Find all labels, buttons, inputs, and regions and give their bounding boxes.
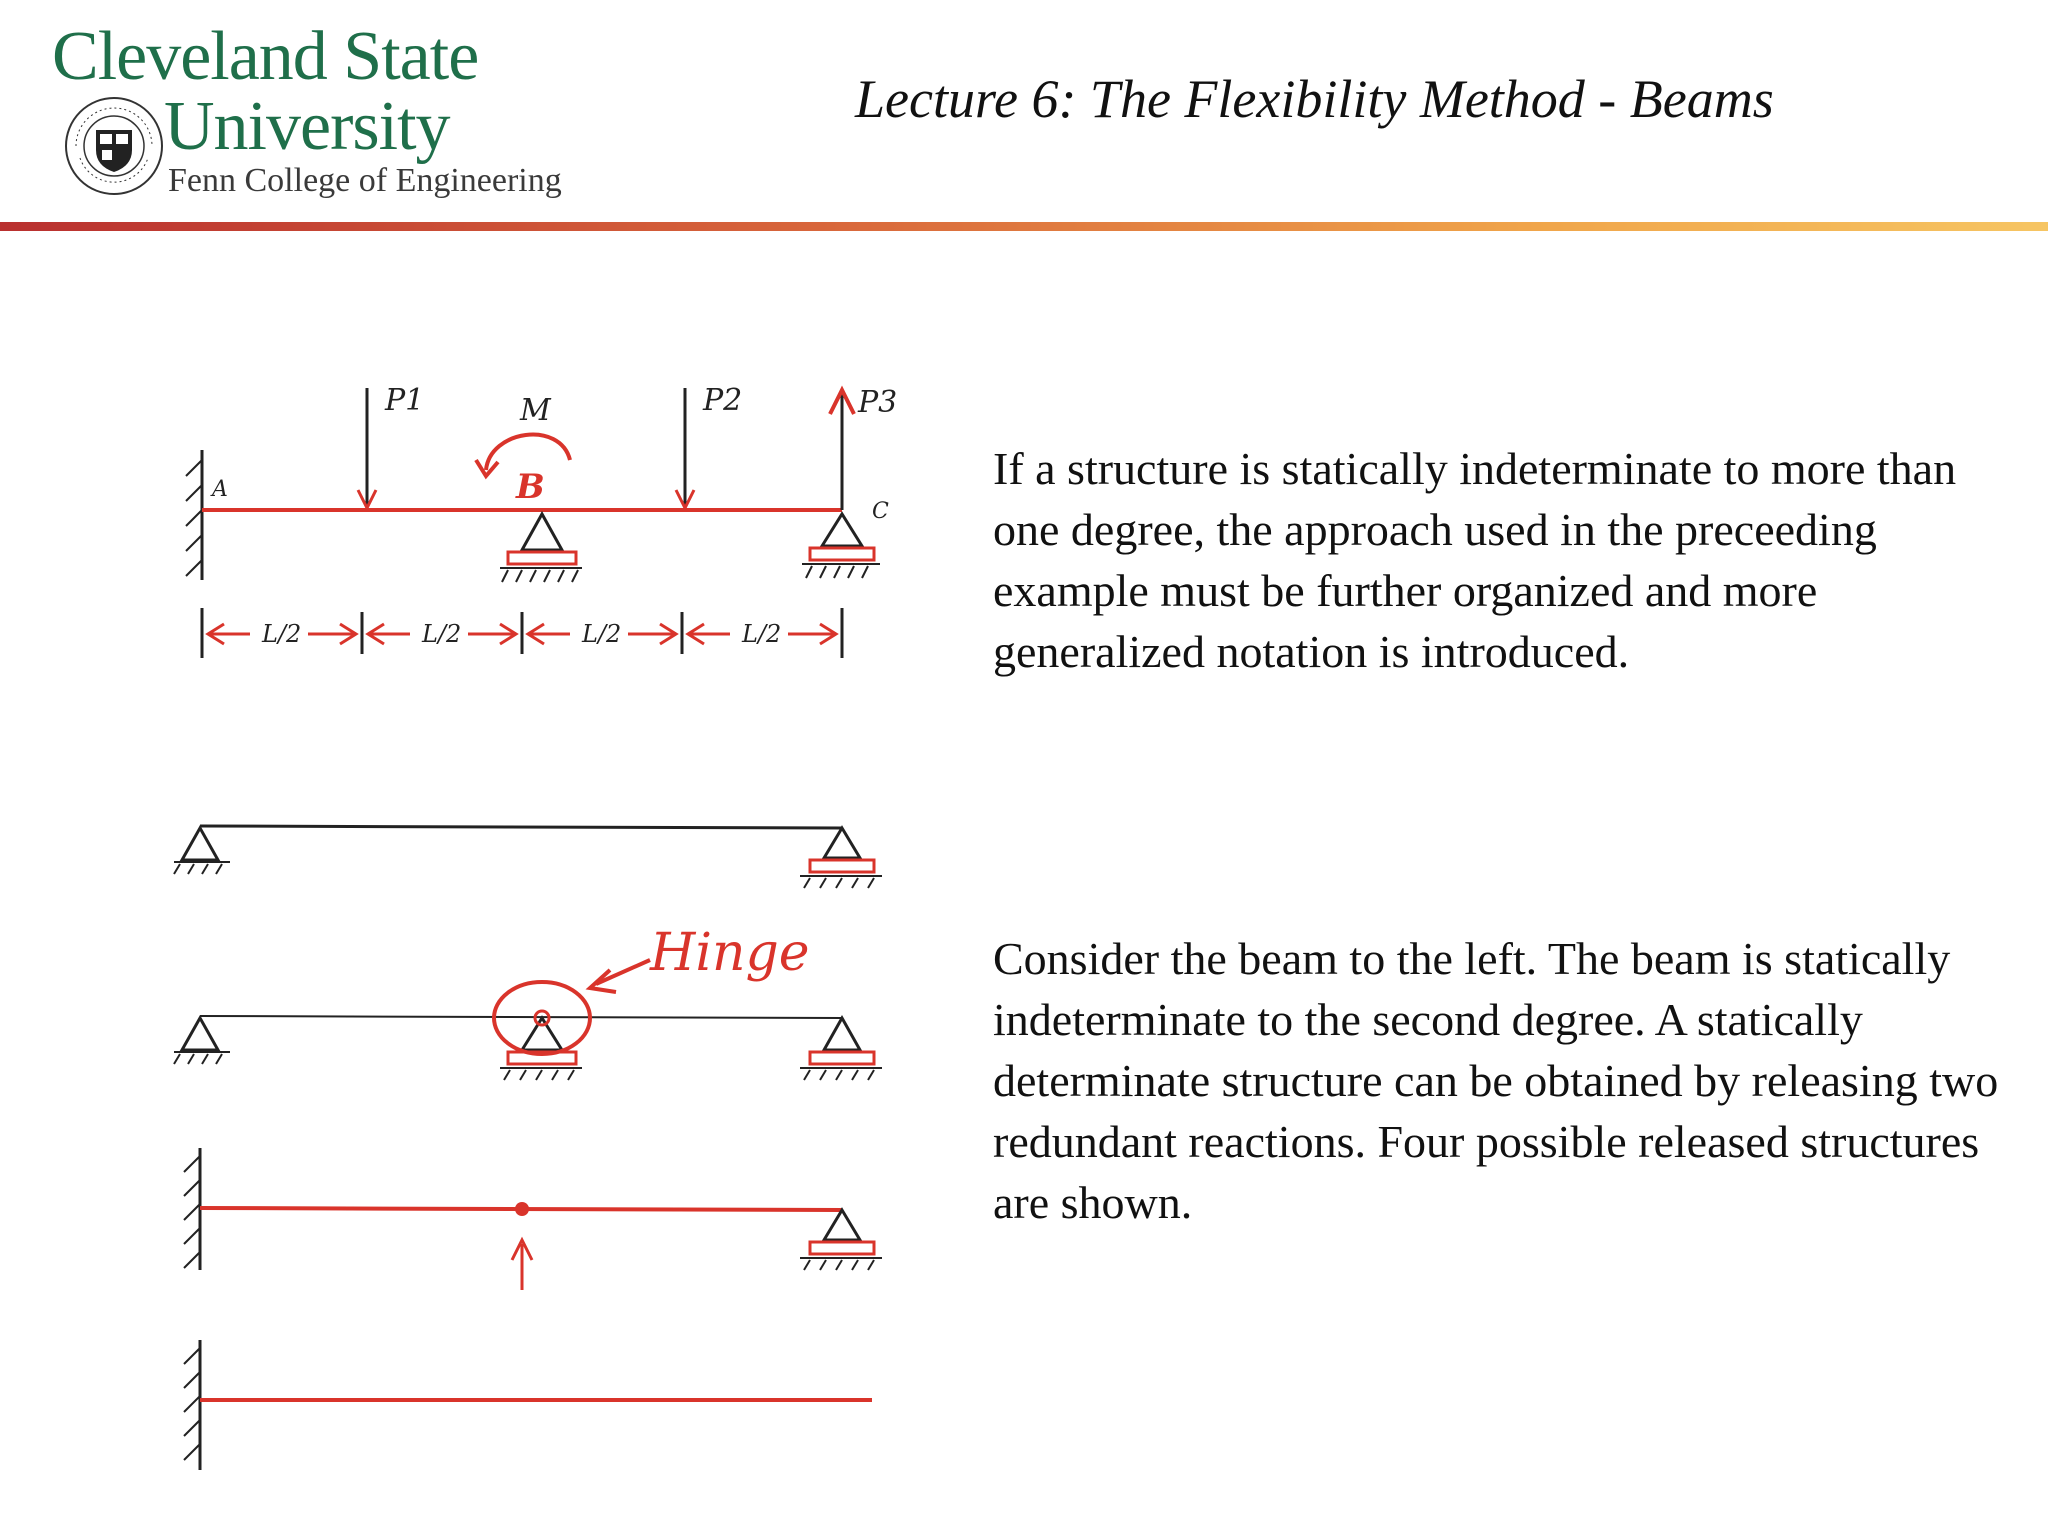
roller-support-right-2 (800, 1018, 882, 1080)
roller-support-c (802, 514, 880, 578)
label-a: A (212, 477, 228, 502)
hinge-pointer-arrow (596, 960, 650, 984)
moment-arrow (486, 435, 570, 470)
dim-label-1: L/2 (262, 620, 302, 648)
label-c: C (872, 499, 889, 524)
label-m: M (520, 393, 551, 428)
header-divider (0, 222, 2048, 231)
main-beam-sketch (186, 383, 897, 658)
label-p2: P2 (703, 383, 743, 418)
label-hinge: Hinge (650, 923, 810, 983)
dim-label-2: L/2 (422, 620, 462, 648)
logo-text-college: Fenn College of Engineering (168, 162, 562, 199)
dim-label-4: L/2 (742, 620, 782, 648)
university-seal-icon (62, 94, 166, 198)
dim-label-3: L/2 (582, 620, 622, 648)
span-dimensions (202, 608, 842, 658)
university-logo (40, 18, 600, 222)
pin-support-left (174, 828, 230, 874)
roller-support-b (500, 514, 582, 582)
label-b: B (516, 467, 545, 507)
paragraph-released-structures: Consider the beam to the left. The beam is statically indeterminate to the second degree. A statically determinate structure can be obtained by releasing two redundant reactions. Four possible released structures are shown. (993, 933, 1999, 1228)
logo-text-university: University (164, 88, 450, 165)
page-title: Lecture 6: The Flexibility Method - Beams (855, 69, 1774, 129)
paragraph-indeterminate-intro: If a structure is statically indeterminate to more than one degree, the approach used in the preceeding example must be further organized and more generalized notation is introduced. (993, 443, 1957, 677)
roller-support-right (800, 828, 882, 888)
logo-text-cleveland-state: Cleveland State (52, 18, 479, 95)
released-structure-1 (174, 826, 882, 888)
released-structure-4 (184, 1340, 872, 1470)
label-p3: P3 (858, 385, 898, 420)
pin-support-left-2 (174, 1018, 230, 1064)
internal-hinge-icon (515, 1202, 529, 1216)
released-structure-2 (174, 923, 882, 1080)
roller-support-right-3 (800, 1210, 882, 1270)
beam-sketches-figure (150, 360, 930, 1490)
released-structure-3 (184, 1148, 882, 1290)
label-p1: P1 (385, 383, 425, 418)
